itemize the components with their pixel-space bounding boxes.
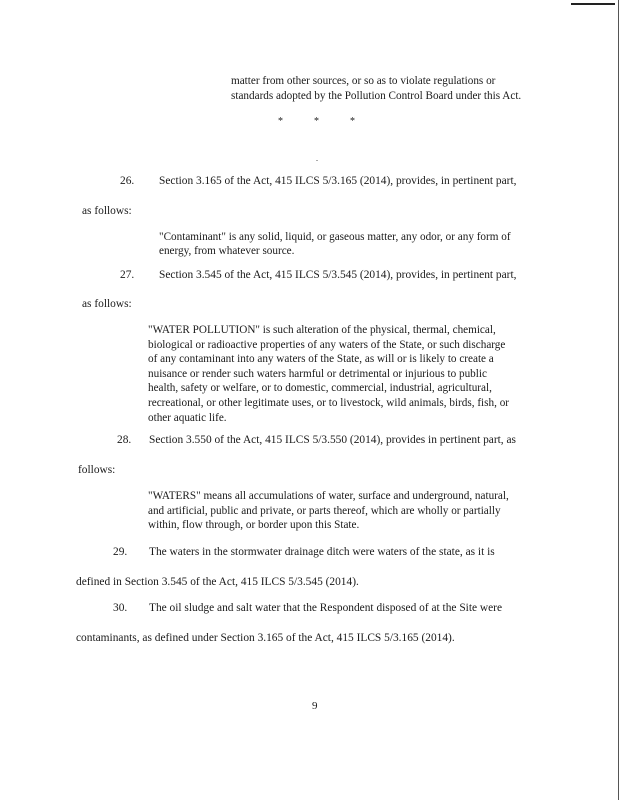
page-number: 9	[312, 700, 318, 712]
quote-line: recreational, or other legitimate uses, or to livestock, wild animals, birds, fish, or	[148, 396, 510, 409]
quote-line: "WATER POLLUTION" is such alteration of the physical, thermal, chemical,	[148, 324, 496, 336]
star: *	[278, 116, 283, 127]
paragraph-26-number: 26.	[120, 175, 135, 187]
paragraph-29-number: 29.	[113, 546, 128, 558]
scan-edge	[618, 0, 619, 800]
star: *	[350, 116, 355, 127]
paragraph-27-number: 27.	[120, 269, 135, 281]
paragraph-30-continuation: contaminants, as defined under Section 3.165 of the Act, 415 ILCS 5/3.165 (2014).	[76, 632, 455, 644]
quote-line: biological or radioactive properties of any waters of the State, or such discharge	[148, 338, 506, 351]
quote-line: "WATERS" means all accumulations of water, surface and underground, natural,	[148, 490, 509, 502]
paragraph-27-text: Section 3.545 of the Act, 415 ILCS 5/3.545 (2014), provides, in pertinent part,	[159, 269, 517, 281]
quote-line: nuisance or render such waters harmful or detrimental or injurious to public	[148, 367, 487, 380]
section-break-stars	[278, 116, 386, 127]
quote-line: other aquatic life.	[148, 411, 227, 424]
quote-continuation-line-2: standards adopted by the Pollution Control Board under this Act.	[231, 90, 522, 102]
star: *	[314, 116, 319, 127]
paragraph-29-text: The waters in the stormwater drainage ditch were waters of the state, as it is	[149, 546, 495, 558]
paragraph-28-number: 28.	[117, 434, 132, 446]
water-pollution-definition	[148, 323, 509, 425]
scan-corner-mark	[571, 3, 615, 5]
contaminant-definition-line-2: energy, from whatever source.	[159, 245, 295, 257]
quote-continuation-line-1: matter from other sources, or so as to violate regulations or	[231, 75, 496, 87]
paragraph-28-continuation: follows:	[78, 464, 116, 476]
paragraph-26-continuation: as follows:	[82, 205, 132, 217]
contaminant-definition-line-1: "Contaminant" is any solid, liquid, or gaseous matter, any odor, or any form of	[159, 231, 511, 243]
quote-line: within, flow through, or border upon this State.	[148, 519, 360, 532]
quote-line: of any contaminant into any waters of the State, as will or is likely to create a	[148, 353, 494, 366]
paragraph-30-number: 30.	[113, 602, 128, 614]
waters-definition	[148, 489, 509, 533]
paragraph-27-continuation: as follows:	[82, 298, 132, 310]
stray-dot: .	[316, 154, 318, 163]
paragraph-29-continuation: defined in Section 3.545 of the Act, 415 ILCS 5/3.545 (2014).	[76, 576, 359, 588]
paragraph-28-text: Section 3.550 of the Act, 415 ILCS 5/3.550 (2014), provides in pertinent part, as	[149, 434, 516, 446]
paragraph-26-text: Section 3.165 of the Act, 415 ILCS 5/3.165 (2014), provides, in pertinent part,	[159, 175, 517, 187]
quote-line: and artificial, public and private, or parts thereof, which are wholly or partially	[148, 504, 501, 517]
paragraph-30-text: The oil sludge and salt water that the Respondent disposed of at the Site were	[149, 602, 503, 614]
quote-line: health, safety or welfare, or to domestic, commercial, industrial, agricultural,	[148, 382, 492, 395]
